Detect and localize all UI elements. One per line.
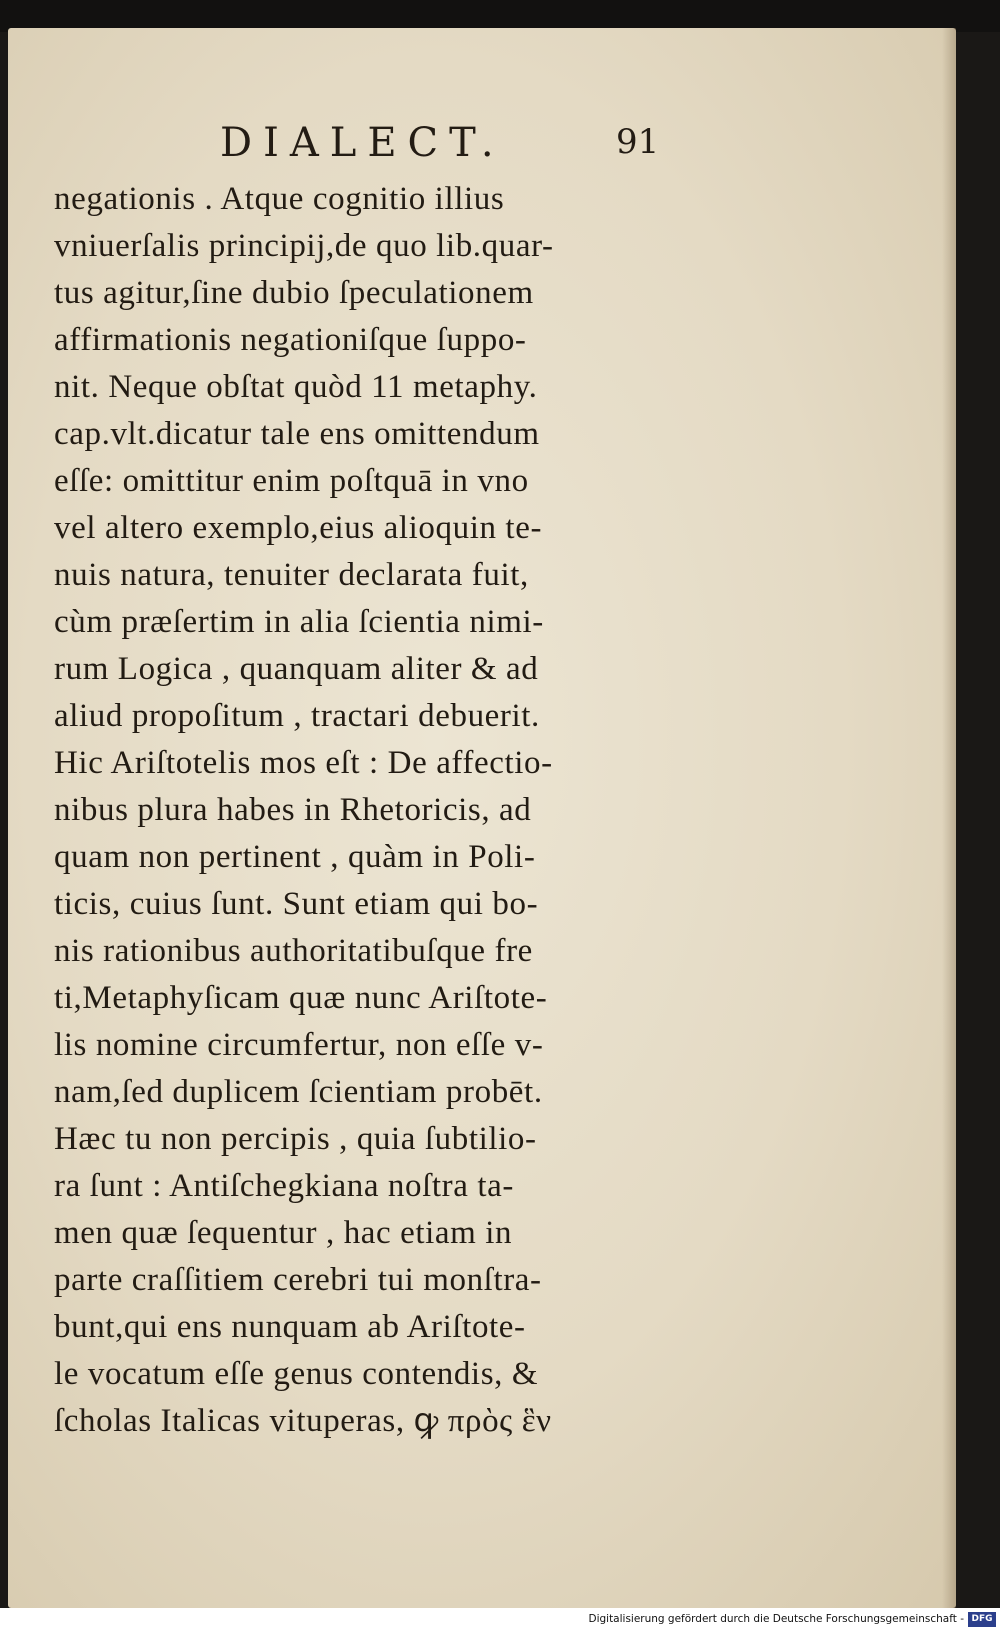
text-line: nibus plura habes in Rhetoricis, ad xyxy=(54,792,532,828)
book-page xyxy=(8,28,956,1608)
text-line: negationis . Atque cognitio illius xyxy=(54,181,505,217)
text-line: le vocatum eſſe genus contendis, & xyxy=(54,1356,539,1392)
text-line: rum Logica , quanquam aliter & ad xyxy=(54,651,539,687)
text-line: aliud propoſitum , tractari debuerit. xyxy=(54,698,540,734)
text-line: parte craſſitiem cerebri tui monſtra- xyxy=(54,1262,542,1298)
running-title: DIALECT. xyxy=(220,120,505,166)
digitization-footer xyxy=(0,1608,1000,1633)
text-line: Hic Ariſtotelis mos eſt : De affectio- xyxy=(54,745,553,781)
text-line: ſcholas Italicas vituperas, ꝙ πρὸς ἓν xyxy=(54,1403,552,1439)
text-line: eſſe: omittitur enim poſtquā in vno xyxy=(54,463,529,499)
text-line: cap.vlt.dicatur tale ens omittendum xyxy=(54,416,540,452)
funding-credit: Digitalisierung gefördert durch die Deutsche Forschungsgemeinschaft - xyxy=(588,1613,964,1625)
text-line: ticis, cuius ſunt. Sunt etiam qui bo- xyxy=(54,886,539,922)
text-line: Hæc tu non percipis , quia ſubtilio- xyxy=(54,1121,537,1157)
page-number: 91 xyxy=(616,122,660,162)
page-edge-shadow xyxy=(942,28,956,1608)
text-line: nis rationibus authoritatibuſque fre xyxy=(54,933,533,969)
text-line: vel altero exemplo,eius alioquin te- xyxy=(54,510,543,546)
dfg-logo: DFG xyxy=(968,1612,996,1627)
text-line: quam non pertinent , quàm in Poli- xyxy=(54,839,536,875)
text-line: bunt,qui ens nunquam ab Ariſtote- xyxy=(54,1309,526,1345)
page-header xyxy=(8,120,956,180)
text-line: nuis natura, tenuiter declarata fuit, xyxy=(54,557,529,593)
body-text xyxy=(54,176,714,1445)
text-line: ti,Metaphyſicam quæ nunc Ariſtote- xyxy=(54,980,548,1016)
text-line: affirmationis negationiſque ſuppo- xyxy=(54,322,527,358)
text-line: cùm præſertim in alia ſcientia nimi- xyxy=(54,604,544,640)
text-line: nam,ſed duplicem ſcientiam probēt. xyxy=(54,1074,543,1110)
text-line: nit. Neque obſtat quòd 11 metaphy. xyxy=(54,369,538,405)
text-line: ra ſunt : Antiſchegkiana noſtra ta- xyxy=(54,1168,514,1204)
text-line: tus agitur,ſine dubio ſpeculationem xyxy=(54,275,534,311)
text-line: vniuerſalis principij,de quo lib.quar- xyxy=(54,228,554,264)
text-line: men quæ ſequentur , hac etiam in xyxy=(54,1215,513,1251)
text-line: lis nomine circumfertur, non eſſe v- xyxy=(54,1027,544,1063)
